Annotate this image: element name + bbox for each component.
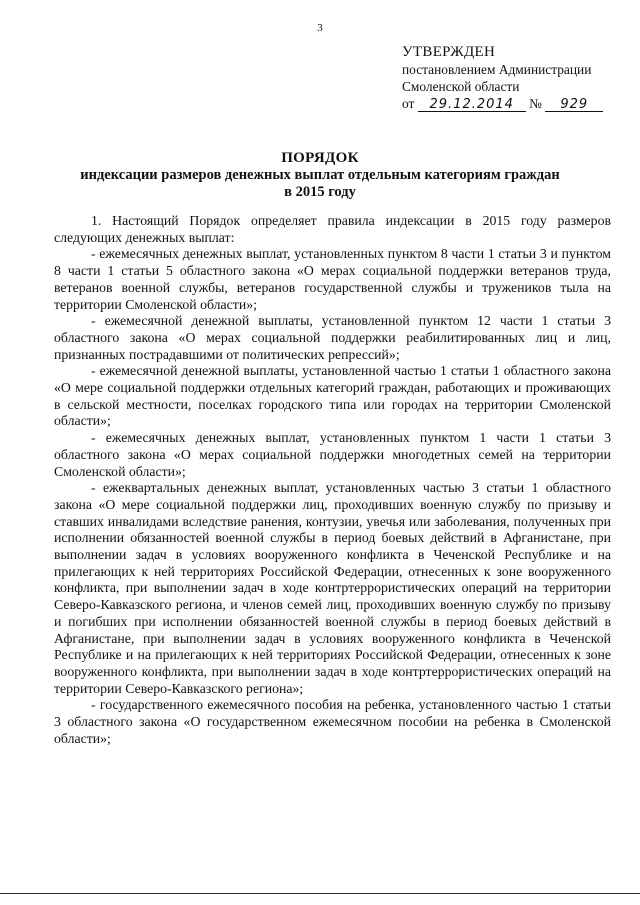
paragraph: - ежеквартальных денежных выплат, установленных частью 3 статьи 1 областного закона «О мере социальной поддержки лиц, проходивших военную службу по призыву и ставших инвалидами вследствие ранения, контузии, увечья или заболевания, полученных при исполнении обязанностей военной службы в период боевых действий в Афганистане, при выполнении задач в условиях вооруженного конфликта в Чеченской Республике и на прилегающих к ней территориях Российской Федерации, отнесенных к зоне вооруженного конфликта, при выполнении задач в ходе контртеррористических операций на территории Северо-Кавказского региона, и членов семей лиц, проходивших военную службу по призыву и погибших при исполнении обязанностей военной службы в период боевых действий в Афганистане, при выполнении задач в условиях вооруженного конфликта в Чеченской Республике и на прилегающих к ней территориях Российской Федерации, отнесенных к зоне вооруженного конфликта, при выполнении задач в ходе контртеррористических операций на территории Северо-Кавказского региона»; [54,480,611,696]
title-line-1: ПОРЯДОК [281,150,359,166]
paragraph: - ежемесячной денежной выплаты, установленной частью 1 статьи 1 областного закона «О мере социальной поддержки отдельных категорий граждан, работающих и проживающих в сельской местности, поселках городского типа или городах на территории Смоленской области»; [54,363,611,429]
handwritten-number: 929 [545,98,603,112]
paragraph: - ежемесячной денежной выплаты, установленной пунктом 12 части 1 статьи 3 областного закона «О мерах социальной поддержки реабилитированных лиц и лиц, признанных пострадавшими от политических репрессий»; [54,313,611,362]
document-body [54,213,611,748]
number-label: № [529,96,542,111]
page-number: 3 [317,22,323,34]
paragraph: - государственного ежемесячного пособия на ребенка, установленного частью 1 статьи 3 областного закона «О государственном ежемесячном пособии на ребенка в Смоленской области»; [54,697,611,746]
document-title [0,150,640,201]
approval-line-2: Смоленской области [402,79,520,94]
paragraph: - ежемесячных денежных выплат, установленных пунктом 1 части 1 статьи 3 областного закона «О мерах социальной поддержки многодетных семей на территории Смоленской области»; [54,430,611,479]
approval-date-line [402,95,632,112]
title-line-3: в 2015 году [284,184,356,200]
approval-line-1: постановлением Администрации [402,62,592,77]
approval-heading: УТВЕРЖДЕН [402,44,496,60]
paragraph: - ежемесячных денежных выплат, установленных пунктом 8 части 1 статьи 3 и пунктом 8 части 1 статьи 5 областного закона «О мерах социальной поддержки ветеранов труда, ветеранов военной службы, ветеранов государственной службы и тружеников тыла на территории Смоленской области»; [54,246,611,312]
handwritten-date: 29.12.2014 [418,98,526,112]
paragraph: 1. Настоящий Порядок определяет правила индексации в 2015 году размеров следующих денежных выплат: [54,213,611,245]
approval-block [402,44,632,112]
from-label: от [402,96,415,111]
title-line-2: индексации размеров денежных выплат отдельным категориям граждан [80,167,560,183]
scan-edge-line [0,893,640,894]
